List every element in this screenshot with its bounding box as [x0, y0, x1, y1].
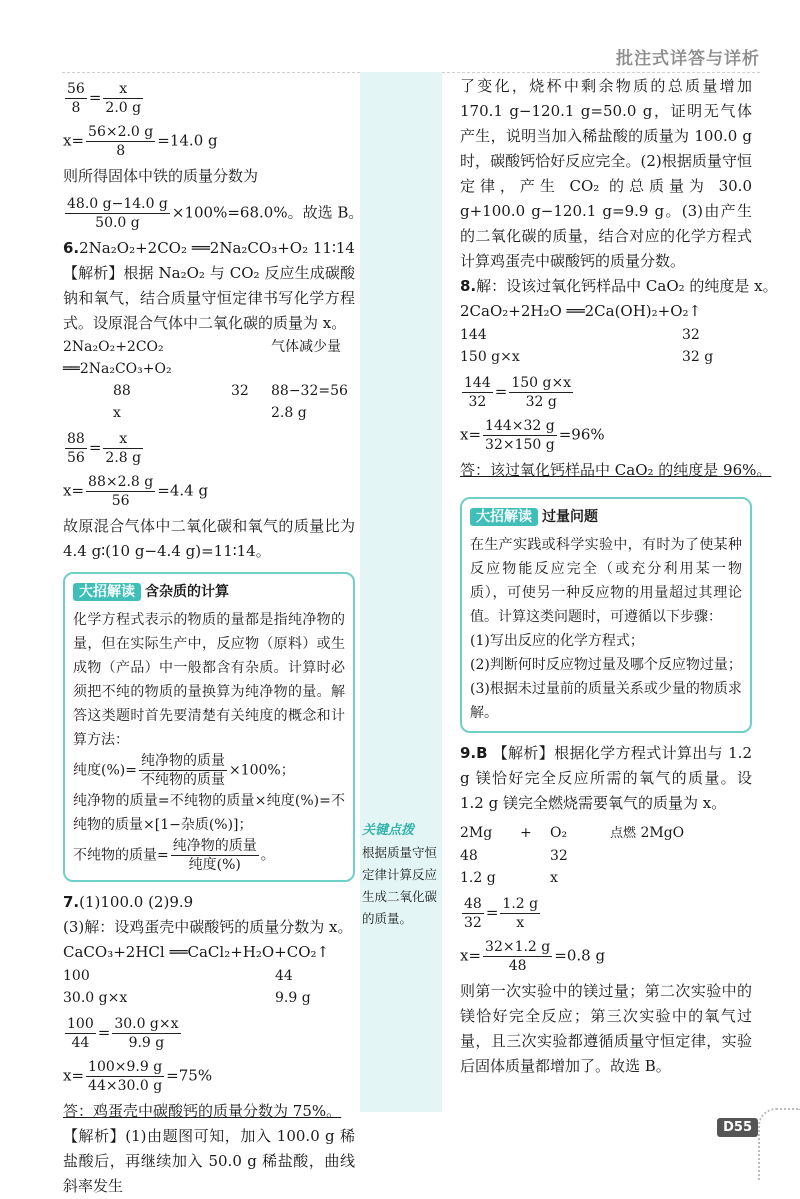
fraction: $\frac{x}{2.8 g}$: [105, 431, 142, 466]
q9-conclusion: 则第一次实验中的镁过量；第二次实验中的镁恰好完全反应；第三次实验中的氧气过量，且三次实验都遵循质量守恒定律，实验后固体质量都增加了。故选 B。: [460, 982, 752, 1075]
tip-step: (2)判断何时反应物过量及哪个反应物过量；: [470, 657, 742, 673]
purity-formula: 纯度(%)= $\frac{\text{纯净物的质量}}{\text{不纯物的质量}}$ ×100%；: [73, 753, 295, 788]
tip-header: [69, 580, 233, 604]
fraction: $\frac{144}{32}$: [464, 375, 491, 410]
q9-analysis: 9.B 【解析】根据化学方程式计算出与 1.2 g 镁恰好完全反应所需的氧气的质量。设 1.2 g 镁完全燃烧需要氧气的质量为 x。: [460, 744, 752, 812]
q5-solve-x: x= $\frac{56\times 2.0 g}{8}$ =14.0 g: [63, 124, 218, 159]
margin-note: [362, 820, 440, 930]
q8-calc-table: 144 32 150 g×x 32 g: [460, 327, 714, 365]
tip-tag: 大招解读: [73, 583, 141, 601]
q6-proportion: $\frac{88}{56}$ = $\frac{x}{2.8 g}$: [67, 431, 142, 466]
q7-proportion: $\frac{100}{44}$ = $\frac{30.0 g\times x}{9.9 g}$: [67, 1016, 179, 1051]
fraction: $\frac{32\times 1.2 g}{48}$: [485, 939, 551, 974]
fraction: $\frac{88}{56}$: [67, 431, 85, 466]
fraction: $\frac{48.0 g-14.0 g}{50.0 g}$: [67, 196, 168, 231]
question-number: 6.: [63, 239, 80, 257]
fraction: $\frac{150 g\times x}{32 g}$: [511, 375, 572, 410]
fraction: $\frac{48}{32}$: [464, 896, 482, 931]
q7-solve-x: x= $\frac{100\times 9.9 g}{44\times 30.0 g}$ =75%: [63, 1059, 213, 1094]
tip-step: (3)根据未过量前的质量关系或少量的物质求解。: [470, 681, 742, 721]
q8-proportion: $\frac{144}{32}$ = $\frac{150 g\times x}{32 g}$: [464, 375, 572, 410]
q8-equation: 2CaO₂+2H₂O ══2Ca(OH)₂+O₂↑: [460, 302, 702, 320]
q7-heading: 7.(1)100.0 (2)9.9: [63, 893, 194, 911]
tip-title: 含杂质的计算: [145, 584, 229, 600]
question-number: 9.: [460, 744, 477, 762]
fraction: $\frac{88\times 2.8 g}{56}$: [88, 474, 154, 509]
page-header-title: 批注式详答与详析: [616, 49, 760, 69]
impure-mass-formula: 不纯物的质量= $\frac{\text{纯净物的质量}}{\text{纯度(\%)}}$ 。: [73, 838, 275, 873]
q5-proportion: $\frac{56}{8}$ = $\frac{x}{2.0 g}$: [67, 81, 142, 116]
tip-body: 化学方程式表示的物质的量都是指纯净物的量，但在实际生产中，反应物（原料）或生成物（产品）中一般都含有杂质。计算时必须把不纯的物质的量换算为纯净物的量。解答这类题时首先要清楚有关纯度的概念和计算方法：: [73, 612, 345, 748]
q6-conclusion: 故原混合气体中二氧化碳和氧气的质量比为 4.4 g∶(10 g−4.4 g)=11∶14。: [63, 517, 355, 560]
q8-heading: 8.解：设该过氧化钙样品中 CaO₂ 的纯度是 x。: [460, 277, 778, 295]
answer-choice: B: [476, 744, 488, 762]
fraction: $\frac{144\times 32 g}{32\times 150 g}$: [485, 418, 555, 453]
fraction: $\frac{100\times 9.9 g}{44\times 30.0 g}$: [88, 1059, 163, 1094]
fraction: $\frac{1.2 g}{x}$: [502, 896, 539, 931]
fraction: $\frac{30.0 g\times x}{9.9 g}$: [114, 1016, 179, 1051]
pure-mass-formula: 纯净物的质量=不纯物的质量×纯度(%)=不纯物的质量×[1−杂质(%)]；: [73, 793, 345, 833]
fraction: $\frac{\text{纯净物的质量}}{\text{纯度(\%)}}$: [172, 838, 257, 873]
q9-proportion: $\frac{48}{32}$ = $\frac{1.2 g}{x}$: [464, 896, 539, 931]
right-column: [460, 74, 778, 1079]
tip-header: [466, 505, 602, 529]
margin-note-band: [360, 72, 442, 1112]
q6-analysis: 【解析】根据 Na₂O₂ 与 CO₂ 反应生成碳酸钠和氧气，结合质量守恒定律书写化学方程式。设原混合气体中二氧化碳的质量为 x。: [63, 264, 355, 332]
reaction-condition: 点燃: [610, 826, 637, 841]
margin-note-title: 关键点拨: [362, 823, 415, 838]
q6-calc-table: 2Na₂O₂+2CO₂ ══2Na₂CO₃+O₂ 气体减少量 88 32 88−32=56 x 2.8 g: [63, 339, 348, 421]
margin-note-body: 根据质量守恒定律计算反应生成二氧化碳的质量。: [362, 845, 438, 926]
q9-calc-table: 2Mg + O₂ 点燃 2MgO 48 32 1.2 g x: [460, 825, 685, 886]
fraction: $\frac{x}{2.0 g}$: [105, 81, 142, 116]
q6-solve-x: x= $\frac{88\times 2.8 g}{56}$ =4.4 g: [63, 474, 209, 509]
tip-box-excess: [460, 497, 752, 733]
tip-title: 过量问题: [542, 509, 598, 525]
tip-tag: 大招解读: [470, 508, 538, 526]
fraction: $\frac{\text{纯净物的质量}}{\text{不纯物的质量}}$: [140, 753, 225, 788]
q6-heading: 6.2Na₂O₂+2CO₂ ══2Na₂CO₃+O₂ 11∶14: [63, 239, 355, 257]
question-number: 8.: [460, 277, 477, 295]
fraction: $\frac{56\times 2.0 g}{8}$: [88, 124, 154, 159]
tip-body: 在生产实践或科学实验中，有时为了使某种反应物能反应完全（或充分利用某一物质），可使另一种反应物的用量超过其理论值。计算这类问题时，可遵循以下步骤：: [470, 537, 742, 625]
page-number-badge: D55: [717, 1118, 758, 1137]
tip-box-impurity: [63, 572, 355, 882]
fraction: $\frac{56}{8}$: [67, 81, 85, 116]
q7-equation: CaCO₃+2HCl ══CaCl₂+H₂O+CO₂↑: [63, 943, 330, 961]
q7-analysis-continued: 了变化，烧杯中剩余物质的总质量增加 170.1 g−120.1 g=50.0 g，证明无气体产生，说明当加入稀盐酸的质量为 100.0 g 时，碳酸钙恰好反应完全。(2)根据质量守恒定律，产生 CO₂ 的总质量为 30.0 g+100.0 g−120.1 g=9.9 g。(3)由产生的二氧化碳的质量，结合对应的化学方程式计算鸡蛋壳中碳酸钙的质量分数。: [460, 77, 752, 270]
q7-analysis: 【解析】(1)由题图可知，加入 100.0 g 稀盐酸后，再继续加入 50.0 g 稀盐酸，曲线斜率发生: [63, 1127, 355, 1195]
q8-answer: 答：该过氧化钙样品中 CaO₂ 的纯度是 96%。: [460, 461, 772, 479]
q8-solve-x: x= $\frac{144\times 32 g}{32\times 150 g}$ =96%: [460, 418, 605, 453]
q7-setup: (3)解：设鸡蛋壳中碳酸钙的质量分数为 x。: [63, 918, 353, 936]
question-number: 7.: [63, 893, 80, 911]
left-column: [63, 74, 364, 1199]
tip-step: (1)写出反应的化学方程式；: [470, 633, 644, 649]
page-corner-decoration: [758, 1108, 800, 1180]
q7-answer: 答：鸡蛋壳中碳酸钙的质量分数为 75%。: [63, 1102, 342, 1120]
q7-calc-table: 100 44 30.0 g×x 9.9 g: [63, 968, 311, 1006]
q5-text: 则所得固体中铁的质量分数为: [63, 167, 259, 185]
fraction: $\frac{100}{44}$: [67, 1016, 94, 1051]
q5-result: $\frac{48.0 g-14.0 g}{50.0 g}$ ×100%=68.0%。故选 B。: [67, 196, 364, 231]
q9-solve-x: x= $\frac{32\times 1.2 g}{48}$ =0.8 g: [460, 939, 606, 974]
